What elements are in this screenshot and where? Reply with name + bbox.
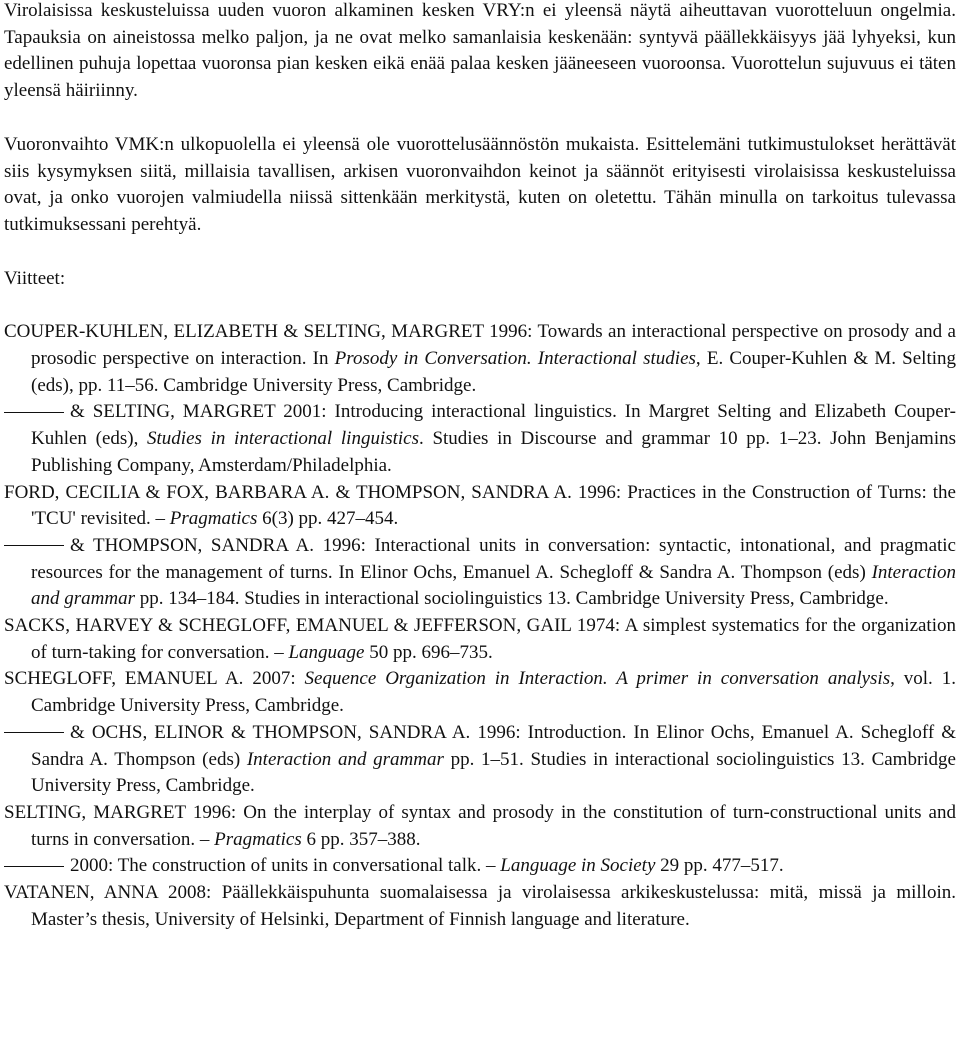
reference-title-italic: Language [288, 641, 365, 663]
reference-text: & OCHS, ELINOR & THOMPSON, SANDRA A. 1996: Introduction. In Elinor Ochs, Emanuel A. Schegloff & Sandra A. Thompson (eds) [31, 721, 956, 770]
reference-text: SACKS, HARVEY & SCHEGLOFF, EMANUEL & JEFFERSON, GAIL 1974: A simplest systematics for the organization of turn-taking for conversation. – [4, 615, 956, 663]
reference-entry [4, 613, 956, 666]
reference-title-italic: Interaction and grammar [246, 748, 444, 770]
reference-list [4, 319, 956, 933]
paragraph-gap [4, 292, 956, 319]
reference-text: & THOMPSON, SANDRA A. 1996: Interactional units in conversation: syntactic, intonational, and pragmatic resources for the management of turns. In Elinor Ochs, Emanuel A. Schegloff & Sandra A. Thompson (eds) [31, 534, 956, 583]
paragraph-gap [4, 105, 956, 132]
reference-entry [4, 666, 956, 719]
reference-text: 2000: The construction of units in conversational talk. – [70, 855, 501, 877]
body-paragraph-2: Vuoronvaihto VMK:n ulkopuolella ei yleensä ole vuorottelusäännöstön mukaista. Esittelemäni tutkimustulokset herättävät siis kysymyksen siitä, millaisia tavallisen, arkisen vuoronvaihdon keinot ja säännöt erityisesti virolaisissa keskusteluissa ovat, ja onko vuorojen valmiudella niissä sittenkään merkitystä, kuten on oletettu. Tähän minulla on tarkoitus tulevassa tutkimuksessani perehtyä. [4, 133, 956, 235]
reference-title-italic: Studies in interactional linguistics [147, 428, 420, 450]
reference-entry [4, 480, 956, 533]
reference-title-italic: Prosody in Conversation. Interactional studies [334, 348, 696, 370]
paragraph-gap [4, 239, 956, 266]
reference-text: pp. 134–184. Studies in interactional sociolinguistics 13. Cambridge University Press, Cambridge. [134, 588, 889, 610]
repeat-author-dash [4, 412, 64, 413]
reference-entry [4, 319, 956, 399]
repeat-author-dash [4, 545, 64, 546]
reference-title-italic: Language in Society [500, 855, 656, 877]
reference-text: , E. Couper-Kuhlen & M. Selting (eds), pp. 11–56. Cambridge University Press, Cambridge. [31, 348, 956, 396]
references-heading: Viitteet: [4, 267, 66, 289]
reference-text: FORD, CECILIA & FOX, BARBARA A. & THOMPSON, SANDRA A. 1996: Practices in the Construction of Turns: the 'TCU' revisited. – [4, 481, 956, 530]
reference-text: COUPER-KUHLEN, ELIZABETH & SELTING, MARGRET 1996: Towards an interactional perspective on prosody and a prosodic perspective on interaction. In [4, 321, 956, 370]
reference-text: & SELTING, MARGRET 2001: Introducing interactional linguistics. In Margret Selting and Elizabeth Couper-Kuhlen (eds), [31, 401, 956, 450]
reference-text: VATANEN, ANNA 2008: Päällekkäispuhunta suomalaisessa ja virolaisessa arkikeskustelussa: mitä, missä ja milloin. Master’s thesis, University of Helsinki, Department of Finnish language and literature. [4, 882, 956, 930]
reference-title-italic: Pragmatics [169, 508, 258, 530]
repeat-author-dash [4, 732, 64, 733]
repeat-author-dash [4, 866, 64, 867]
reference-entry [4, 533, 956, 613]
reference-text: . Studies in Discourse and grammar 10 pp. 1–23. John Benjamins Publishing Company, Amsterdam/Philadelphia. [31, 428, 956, 476]
reference-entry [4, 853, 956, 880]
reference-title-italic: Interaction and grammar [31, 561, 956, 610]
reference-title-italic: Pragmatics [214, 828, 302, 850]
reference-text: , vol. 1. Cambridge University Press, Cambridge. [31, 668, 956, 717]
reference-entry [4, 720, 956, 800]
body-paragraph-1: Virolaisissa keskusteluissa uuden vuoron alkaminen kesken VRY:n ei yleensä näytä aiheuttavan vuorotteluun ongelmia. Tapauksia on aineistossa melko paljon, ja ne ovat melko samanlaisia keskenään: syntyvä päällekkäisyys jää lyhyeksi, kun edellinen puhuja lopettaa vuoronsa pian kesken eikä enää palaa kesken jääneeseen vuoroonsa. Vuorottelun sujuvuus ei täten yleensä häiriinny. [4, 0, 956, 102]
reference-text: SCHEGLOFF, EMANUEL A. 2007: [4, 668, 305, 690]
reference-text: 29 pp. 477–517. [655, 855, 784, 877]
reference-text: 6 pp. 357–388. [301, 828, 421, 850]
reference-title-italic: Sequence Organization in Interaction. A primer in conversation analysis [304, 668, 891, 690]
reference-text: 50 pp. 696–735. [364, 641, 493, 663]
reference-text: pp. 1–51. Studies in interactional sociolinguistics 13. Cambridge University Press, Cambridge. [31, 748, 956, 797]
reference-text: 6(3) pp. 427–454. [257, 508, 399, 530]
reference-entry [4, 880, 956, 933]
reference-text: SELTING, MARGRET 1996: On the interplay of syntax and prosody in the constitution of turn-constructional units and turns in conversation. – [4, 801, 956, 850]
reference-entry [4, 800, 956, 853]
reference-entry [4, 399, 956, 479]
